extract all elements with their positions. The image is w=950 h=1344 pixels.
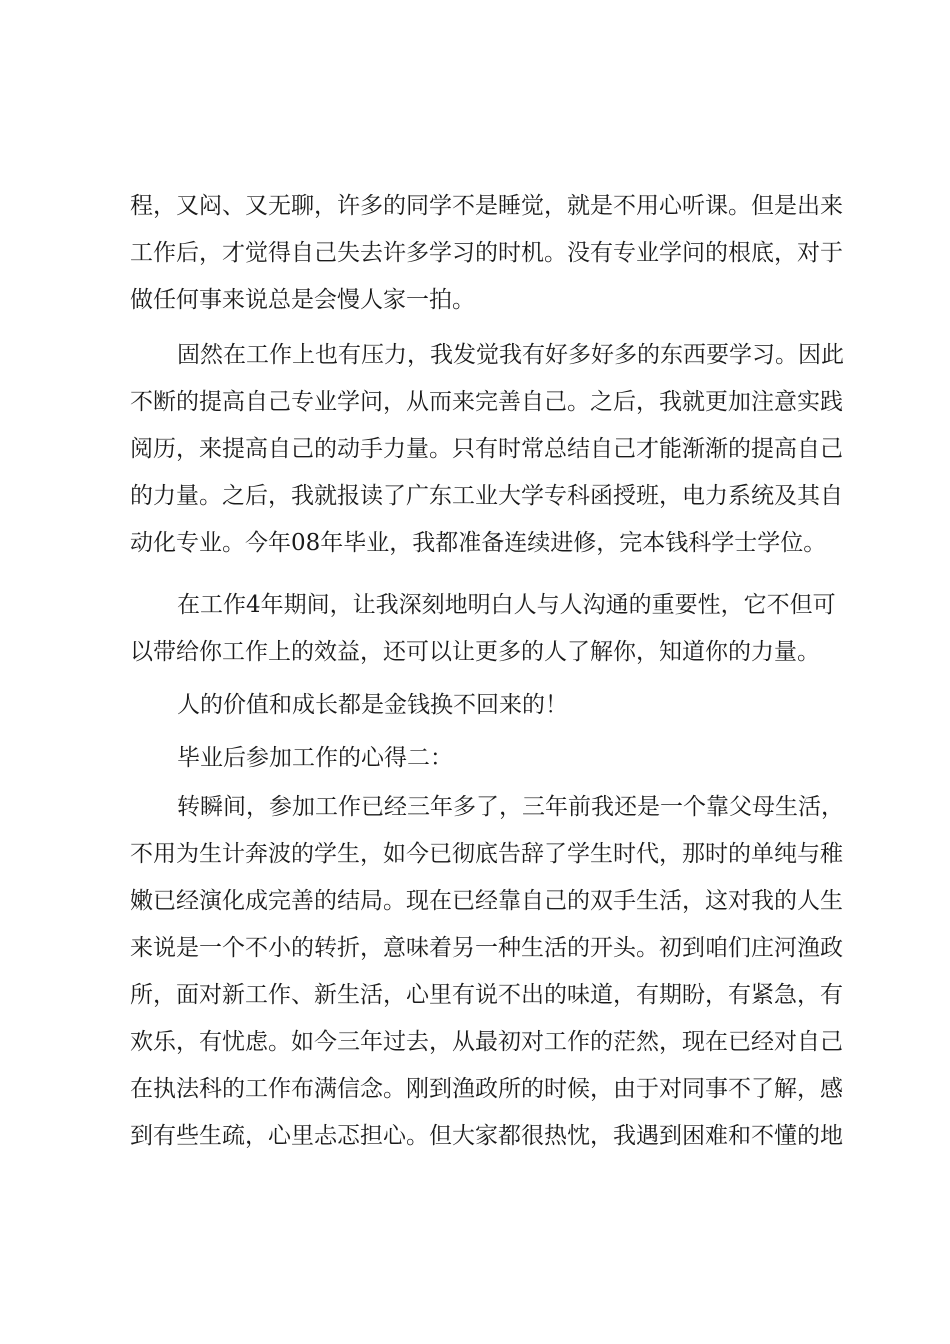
paragraph-first-line: 转瞬间，参加工作已经三年多了，三年前我还是一个靠父母生活， <box>177 794 844 820</box>
text-line: 到有些生疏，心里忐忑担心。但大家都很热忱，我遇到困难和不懂的地 <box>130 1123 843 1149</box>
text-line: 所，面对新工作、新生活，心里有说不出的味道，有期盼，有紧急，有 <box>130 982 843 1008</box>
paragraph-first-line: 人的价值和成长都是金钱换不回来的！ <box>177 692 568 718</box>
text-line: 动化专业。今年08年毕业，我都准备连续进修，完本钱科学士学位。 <box>130 530 827 556</box>
text-line: 以带给你工作上的效益，还可以让更多的人了解你，知道你的力量。 <box>130 639 820 665</box>
text-line: 工作后，才觉得自己失去许多学习的时机。没有专业学问的根底，对于 <box>130 240 843 266</box>
text-line: 嫩已经演化成完善的结局。现在已经靠自己的双手生活，这对我的人生 <box>130 888 843 914</box>
text-line: 程，又闷、又无聊，许多的同学不是睡觉，就是不用心听课。但是出来 <box>130 193 843 219</box>
text-line: 的力量。之后，我就报读了广东工业大学专科函授班，电力系统及其自 <box>130 483 843 509</box>
paragraph-first-line: 在工作4年期间，让我深刻地明白人与人沟通的重要性，它不但可 <box>177 592 836 618</box>
section-heading: 毕业后参加工作的心得二： <box>177 745 453 771</box>
text-line: 在执法科的工作布满信念。刚到渔政所的时候，由于对同事不了解，感 <box>130 1076 843 1102</box>
paragraph-first-line: 固然在工作上也有压力，我发觉我有好多好多的东西要学习。因此 <box>177 342 844 368</box>
text-line: 来说是一个不小的转折，意味着另一种生活的开头。初到咱们庄河渔政 <box>130 935 843 961</box>
text-line: 不断的提高自己专业学问，从而来完善自己。之后，我就更加注意实践 <box>130 389 843 415</box>
text-line: 做任何事来说总是会慢人家一拍。 <box>130 287 475 313</box>
text-line: 欢乐，有忧虑。如今三年过去，从最初对工作的茫然，现在已经对自己 <box>130 1029 843 1055</box>
text-line: 不用为生计奔波的学生，如今已彻底告辞了学生时代，那时的单纯与稚 <box>130 841 843 867</box>
text-line: 阅历，来提高自己的动手力量。只有时常总结自己才能渐渐的提高自己 <box>130 436 843 462</box>
